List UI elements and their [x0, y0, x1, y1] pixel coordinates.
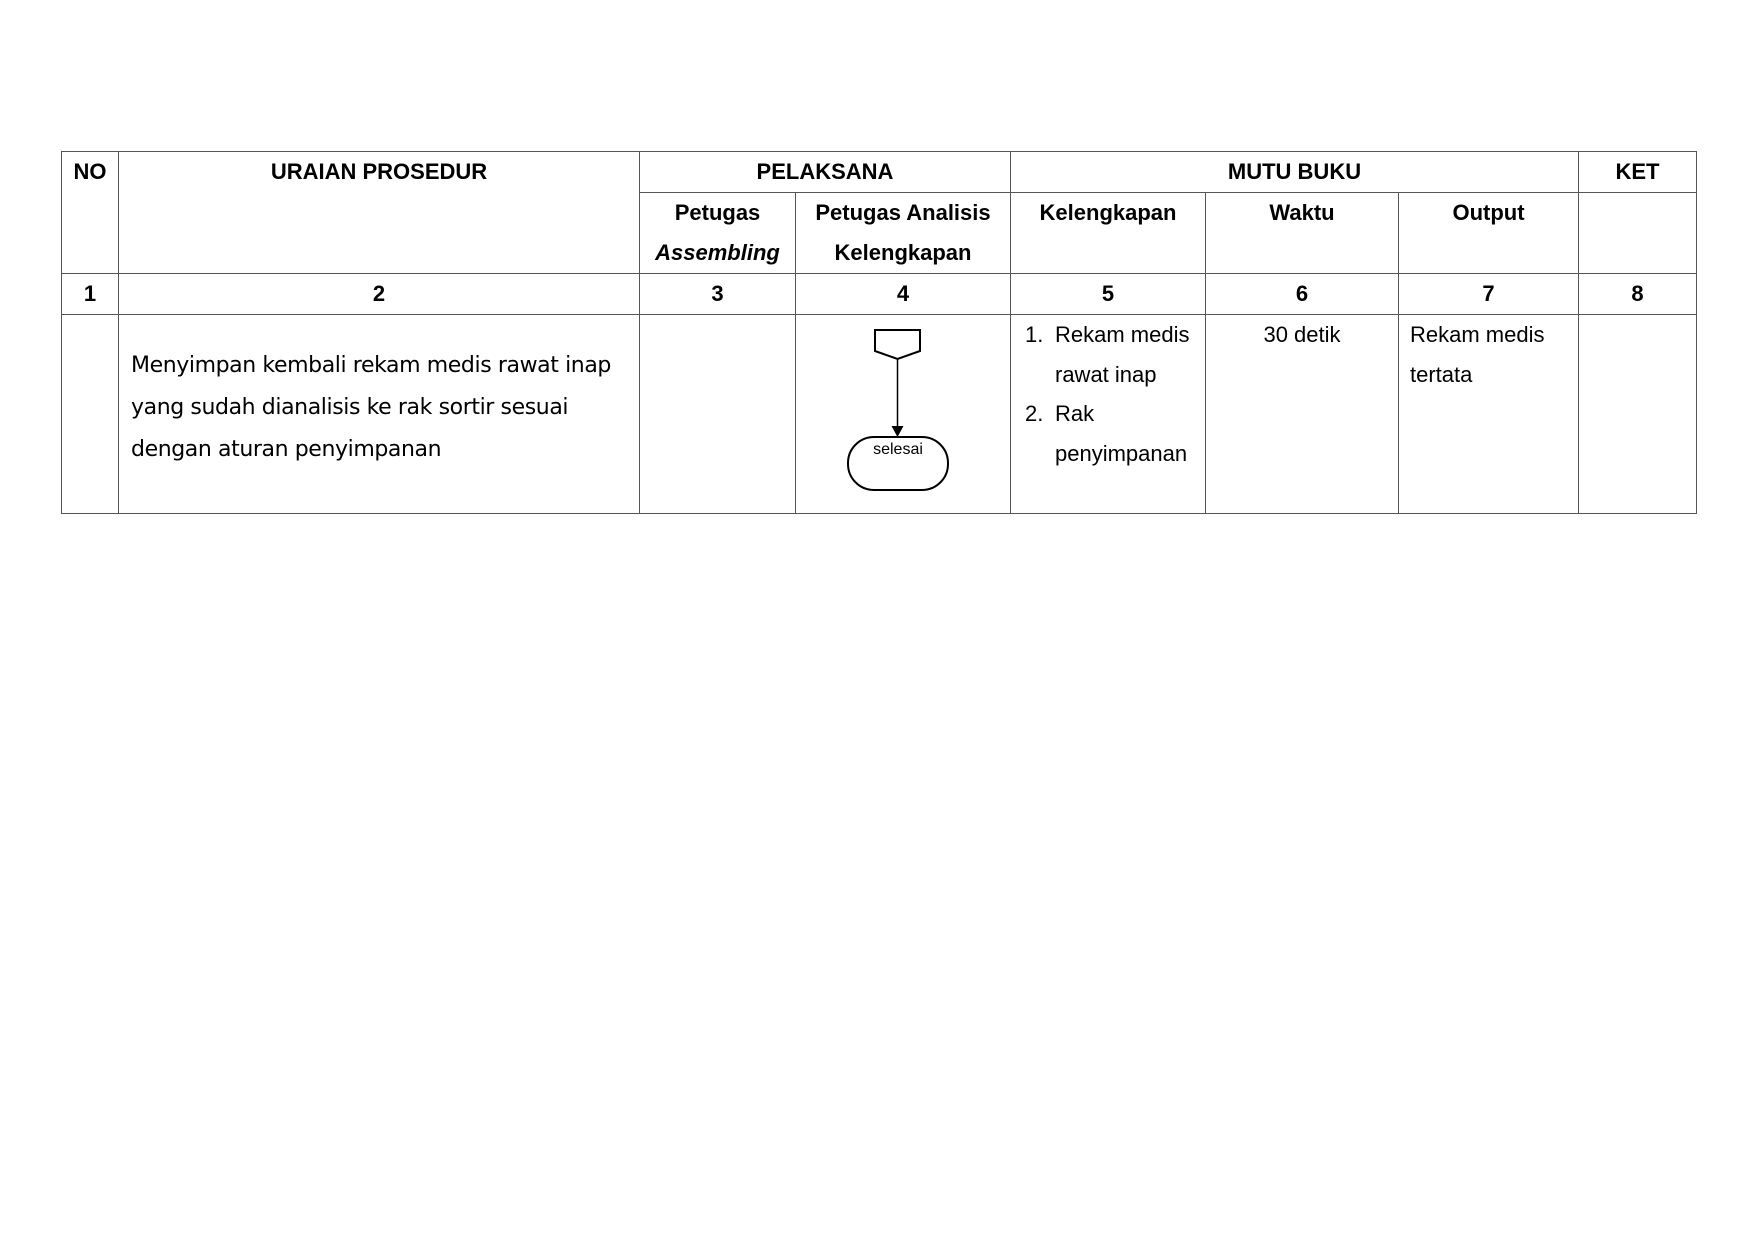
column-number: 8 [1579, 274, 1697, 315]
output-value: Rekam medis tertata [1410, 322, 1545, 387]
flowchart [796, 315, 1010, 513]
cell-waktu [1206, 315, 1399, 514]
cell-ket [1579, 315, 1697, 514]
header-petugas-analisis-line1: Petugas Analisis [815, 200, 991, 225]
cell-petugas-assembling [640, 315, 796, 514]
header-petugas-assembling [640, 193, 796, 274]
procedure-table [61, 151, 1697, 514]
waktu-value: 30 detik [1263, 322, 1341, 347]
header-petugas-analisis [796, 193, 1011, 274]
kelengkapan-list [1011, 315, 1205, 473]
column-number: 6 [1206, 274, 1399, 315]
off-page-connector-shape [875, 330, 920, 359]
header-ket: KET [1579, 152, 1697, 193]
table-row [62, 315, 1697, 514]
cell-output [1399, 315, 1579, 514]
flow-arrowhead [892, 426, 904, 437]
header-pelaksana: PELAKSANA [640, 152, 1011, 193]
header-kelengkapan: Kelengkapan [1011, 193, 1206, 274]
cell-no [62, 315, 119, 514]
list-item [1025, 315, 1205, 394]
header-no: NO [62, 152, 119, 274]
cell-kelengkapan [1011, 315, 1206, 514]
column-number: 5 [1011, 274, 1206, 315]
flowchart-svg [796, 315, 1011, 513]
header-ket-empty [1579, 193, 1697, 274]
cell-uraian [119, 315, 640, 514]
column-number: 2 [119, 274, 640, 315]
list-marker: 1. [1025, 322, 1044, 347]
header-petugas-assembling-line1: Petugas [674, 200, 761, 225]
header-output: Output [1399, 193, 1579, 274]
column-number: 1 [62, 274, 119, 315]
header-petugas-analisis-line2: Kelengkapan [834, 240, 972, 265]
list-text: Rak penyimpanan [1055, 401, 1188, 466]
column-number: 3 [640, 274, 796, 315]
header-waktu: Waktu [1206, 193, 1399, 274]
procedure-description: Menyimpan kembali rekam medis rawat inap yang sudah dianalisis ke rak sortir sesuai dengan aturan penyimpanan [131, 353, 611, 462]
column-number: 4 [796, 274, 1011, 315]
header-petugas-assembling-line2: Assembling [655, 240, 780, 265]
list-item [1025, 394, 1205, 473]
cell-petugas-analisis [796, 315, 1011, 514]
header-mutu-buku: MUTU BUKU [1011, 152, 1579, 193]
list-marker: 2. [1025, 401, 1044, 426]
header-uraian-prosedur: URAIAN PROSEDUR [119, 152, 640, 274]
list-text: Rekam medis rawat inap [1055, 322, 1190, 387]
terminator-label: selesai [873, 441, 923, 458]
column-number: 7 [1399, 274, 1579, 315]
